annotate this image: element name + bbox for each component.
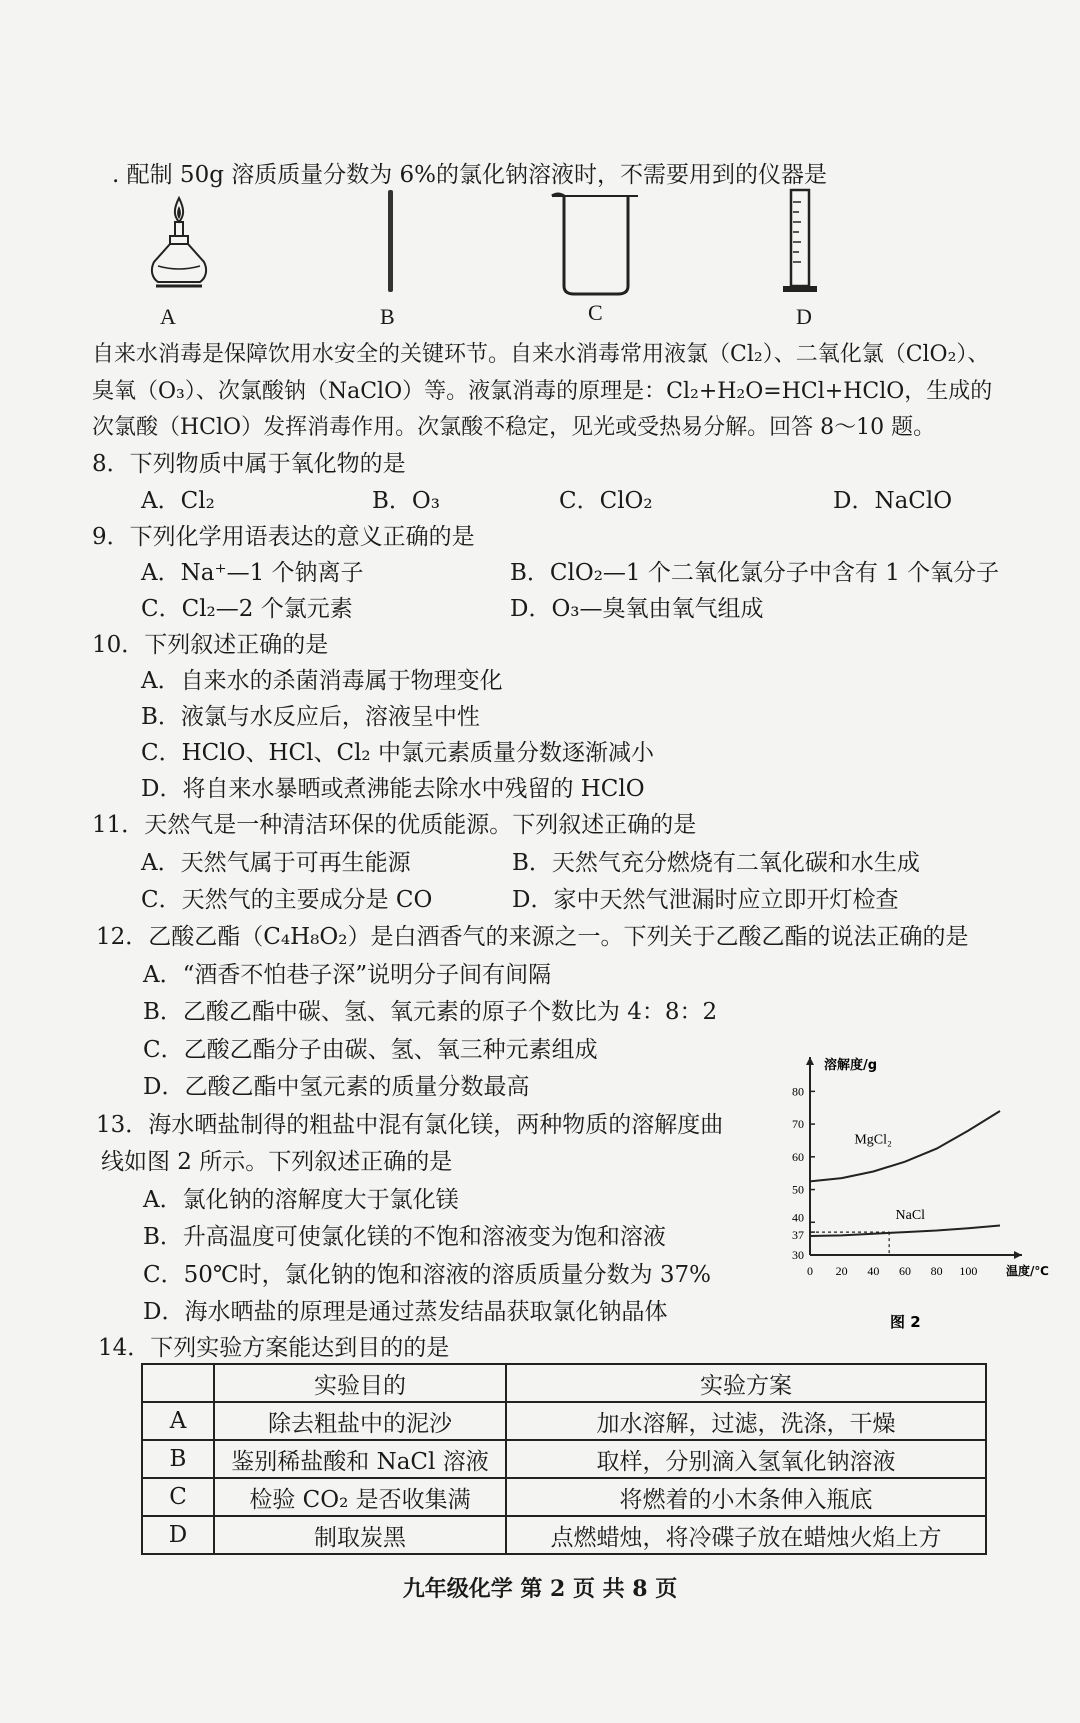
table-row [142, 1440, 986, 1478]
table-row [142, 1478, 986, 1516]
series-line-nacl [810, 1226, 1000, 1237]
page-footer: 九年级化学 第 2 页 共 8 页 [402, 1576, 678, 1602]
series-label-nacl: NaCl [895, 1208, 926, 1223]
table-cell: 加水溶解，过滤，洗涤，干燥 [506, 1402, 986, 1440]
option-label-a: A [160, 304, 176, 329]
q13-option-a: A．氯化钠的溶解度大于氯化镁 [143, 1187, 459, 1213]
q8-option-d: D．NaClO [833, 488, 953, 514]
table-cell: C [142, 1478, 214, 1516]
q11-option-b: B．天然气充分燃烧有二氧化碳和水生成 [512, 850, 920, 876]
q9-option-c: C．Cl₂—2 个氯元素 [141, 596, 353, 622]
option-label-c: C [588, 300, 603, 325]
q9-stem: 9．下列化学用语表达的意义正确的是 [92, 524, 475, 550]
table-cell: 鉴别稀盐酸和 NaCl 溶液 [214, 1440, 506, 1478]
table-header-cell [142, 1364, 214, 1402]
table-row [142, 1402, 986, 1440]
q13-stem-line-1: 13．海水晒盐制得的粗盐中混有氯化镁，两种物质的溶解度曲 [96, 1112, 724, 1138]
passage-line-3: 次氯酸（HClO）发挥消毒作用。次氯酸不稳定，见光或受热易分解。回答 8～10 题。 [92, 415, 936, 440]
x-tick-label: 100 [959, 1264, 978, 1278]
q10-option-d: D．将自来水暴晒或煮沸能去除水中残留的 HClO [141, 776, 645, 802]
q9-option-a: A．Na⁺—1 个钠离子 [141, 560, 364, 586]
q10-option-a: A．自来水的杀菌消毒属于物理变化 [141, 668, 503, 694]
q13-option-c: C．50℃时，氯化钠的饱和溶液的溶质质量分数为 37% [143, 1262, 712, 1288]
table-header-cell: 实验目的 [214, 1364, 506, 1402]
q9-option-d: D．O₃—臭氧由氧气组成 [510, 596, 764, 622]
table-cell: 取样，分别滴入氢氧化钠溶液 [506, 1440, 986, 1478]
alcohol-lamp-icon [148, 196, 210, 290]
option-label-d: D [796, 304, 812, 329]
q8-option-a: A．Cl₂ [141, 488, 215, 514]
y-axis-arrow [806, 1057, 814, 1065]
x-tick-label: 40 [867, 1264, 880, 1278]
q13-stem-line-2: 线如图 2 所示。下列叙述正确的是 [101, 1149, 453, 1175]
q7-stem: . 配制 50g 溶质质量分数为 6%的氯化钠溶液时，不需要用到的仪器是 [112, 162, 828, 188]
option-label-b: B [380, 304, 395, 329]
q10-option-c: C．HClO、HCl、Cl₂ 中氯元素质量分数逐渐减小 [141, 740, 654, 766]
experiment-table [141, 1363, 987, 1555]
y-tick-label: 50 [792, 1182, 804, 1197]
table-cell: 点燃蜡烛，将冷碟子放在蜡烛火焰上方 [506, 1516, 986, 1554]
y-tick-label: 70 [792, 1117, 804, 1132]
x-axis-arrow [1014, 1251, 1022, 1259]
passage-line-1: 自来水消毒是保障饮用水安全的关键环节。自来水消毒常用液氯（Cl₂）、二氧化氯（ClO₂）、 [92, 342, 990, 367]
x-tick-label: 80 [930, 1264, 943, 1278]
table-cell: B [142, 1440, 214, 1478]
q11-option-c: C．天然气的主要成分是 CO [141, 887, 433, 913]
table-cell: 检验 CO₂ 是否收集满 [214, 1478, 506, 1516]
y-tick-label: 37 [792, 1228, 804, 1243]
table-header-row [142, 1364, 986, 1402]
table-header-cell: 实验方案 [506, 1364, 986, 1402]
y-tick-label: 80 [792, 1084, 804, 1099]
y-axis-label: 溶解度/g [824, 1058, 878, 1073]
y-tick-label: 40 [792, 1210, 804, 1225]
table-cell: D [142, 1516, 214, 1554]
q12-option-c: C．乙酸乙酯分子由碳、氢、氧三种元素组成 [143, 1037, 598, 1063]
q14-stem: 14．下列实验方案能达到目的的是 [98, 1335, 450, 1361]
q11-option-d: D．家中天然气泄漏时应立即开灯检查 [512, 887, 899, 913]
y-tick-label: 30 [792, 1248, 804, 1262]
q13-option-b: B．升高温度可使氯化镁的不饱和溶液变为饱和溶液 [143, 1224, 666, 1250]
y-tick-label: 60 [792, 1149, 804, 1164]
passage-line-2: 臭氧（O₃）、次氯酸钠（NaClO）等。液氯消毒的原理是：Cl₂+H₂O=HCl+HClO，生成的 [92, 379, 993, 404]
q12-option-d: D．乙酸乙酯中氢元素的质量分数最高 [143, 1074, 530, 1100]
x-tick-label: 60 [899, 1264, 911, 1278]
q12-option-b: B．乙酸乙酯中碳、氢、氧元素的原子个数比为 4：8：2 [143, 999, 718, 1025]
q11-stem: 11．天然气是一种清洁环保的优质能源。下列叙述正确的是 [92, 812, 697, 838]
q13-option-d: D．海水晒盐的原理是通过蒸发结晶获取氯化钠晶体 [143, 1299, 668, 1325]
series-label-mgcl2: MgCl₂ [854, 1132, 892, 1148]
x-tick-label: 0 [807, 1264, 813, 1278]
graduated-cylinder-icon [781, 186, 821, 298]
beaker-icon [548, 190, 642, 298]
table-cell: A [142, 1402, 214, 1440]
table-row [142, 1516, 986, 1554]
q9-option-b: B．ClO₂—1 个二氧化氯分子中含有 1 个氧分子 [510, 560, 1000, 586]
q12-option-a: A．“酒香不怕巷子深”说明分子间有间隔 [143, 962, 552, 988]
table-cell: 将燃着的小木条伸入瓶底 [506, 1478, 986, 1516]
q10-option-b: B．液氯与水反应后，溶液呈中性 [141, 704, 480, 730]
q8-option-c: C．ClO₂ [559, 488, 653, 514]
figure-caption: 图 2 [890, 1313, 921, 1331]
glass-rod-icon [385, 188, 397, 294]
table-cell: 制取炭黑 [214, 1516, 506, 1554]
series-line-mgcl2 [810, 1111, 1000, 1181]
table-cell: 除去粗盐中的泥沙 [214, 1402, 506, 1440]
solubility-chart [770, 1055, 1060, 1345]
x-axis-label: 温度/℃ [1006, 1264, 1049, 1278]
q8-stem: 8．下列物质中属于氧化物的是 [92, 451, 406, 477]
q10-stem: 10．下列叙述正确的是 [92, 632, 329, 658]
x-tick-label: 20 [835, 1264, 848, 1278]
q12-stem: 12．乙酸乙酯（C₄H₈O₂）是白酒香气的来源之一。下列关于乙酸乙酯的说法正确的是 [96, 924, 969, 950]
q11-option-a: A．天然气属于可再生能源 [141, 850, 411, 876]
q8-option-b: B．O₃ [372, 488, 440, 514]
